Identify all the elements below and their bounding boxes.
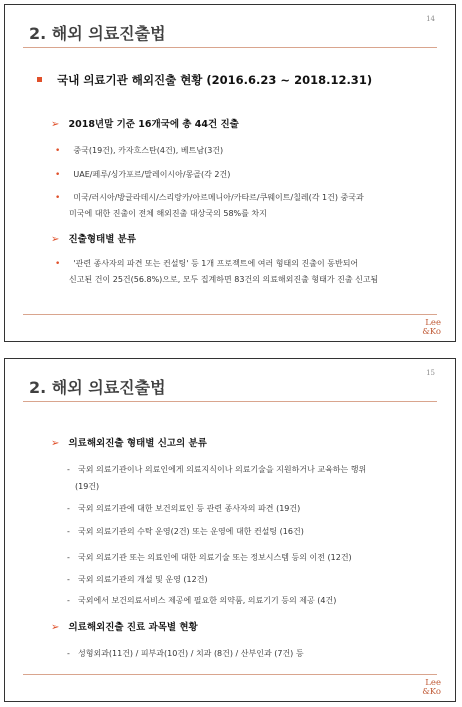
- slide-title: 2. 해외 의료진출법: [29, 378, 166, 397]
- list-item-continuation: [69, 201, 267, 220]
- list-item-text: UAE/페루/싱가포르/말레이시아/몽골(각 2건): [73, 170, 231, 179]
- dot-bullet-icon: •: [55, 170, 61, 180]
- list-item-text: 국외 의료기관의 개설 및 운영 (12건): [77, 575, 208, 584]
- page-number: 15: [426, 369, 435, 377]
- section-heading: 의료해외진출 진료 과목별 현황: [68, 622, 198, 633]
- list-item-text: 미국/러시아/방글라데시/스리랑카/아르메니아/카타르/쿠웨이트/칠레(각 1건) 중국과: [73, 193, 364, 202]
- list-item-text: 미국에 대한 진출이 전체 해외진출 대상국의 58%를 차지: [69, 209, 267, 218]
- dash-bullet-icon: -: [67, 596, 70, 605]
- list-item: [67, 457, 366, 476]
- list-item-text: 국외에서 보건의료서비스 제공에 필요한 의약품, 의료기기 등의 제공 (4건): [77, 596, 337, 605]
- dash-bullet-icon: -: [67, 575, 70, 584]
- section-heading-row: [51, 112, 239, 131]
- dash-bullet-icon: -: [67, 649, 70, 658]
- list-item: [67, 641, 304, 660]
- dash-bullet-icon: -: [67, 465, 70, 474]
- title-divider: [23, 47, 437, 48]
- title-divider: [23, 401, 437, 402]
- main-heading: 국내 의료기관 해외진출 현황 (2016.6.23 ~ 2018.12.31): [57, 73, 373, 87]
- page-number: 14: [426, 15, 435, 23]
- list-item-text: 국외 의료기관에 대한 보건의료인 등 관련 종사자의 파견 (19건): [77, 504, 301, 513]
- list-item: [67, 588, 336, 607]
- square-bullet-icon: [37, 77, 42, 82]
- list-item: [67, 519, 304, 538]
- footer-divider: [23, 674, 437, 675]
- section-heading-row: [51, 227, 136, 246]
- list-item-text: (19건): [75, 482, 100, 491]
- arrow-bullet-icon: ➢: [51, 438, 60, 449]
- list-item-text: 국외 의료기관 또는 의료인에 대한 의료기술 또는 정보시스템 등의 이전 (12건): [77, 553, 352, 562]
- slide-15: [4, 358, 456, 702]
- arrow-bullet-icon: ➢: [51, 622, 60, 633]
- list-item: [55, 162, 230, 181]
- list-item-continuation: [75, 474, 99, 493]
- dash-bullet-icon: -: [67, 527, 70, 536]
- dash-bullet-icon: -: [67, 504, 70, 513]
- main-heading-row: [37, 69, 372, 88]
- section-heading-row: [51, 431, 207, 450]
- arrow-bullet-icon: ➢: [51, 234, 60, 245]
- list-item: [55, 138, 223, 157]
- list-item-text: 신고된 건이 25건(56.8%)으로, 모두 집계하면 83건의 의료해외진출 형태가 진출 신고됨: [69, 275, 379, 284]
- list-item-continuation: [69, 267, 378, 286]
- dot-bullet-icon: •: [55, 146, 61, 156]
- list-item-text: 중국(19건), 카자흐스탄(4건), 베트남(3건): [73, 146, 224, 155]
- section-heading: 진출형태별 분류: [68, 234, 137, 245]
- list-item-text: 국외 의료기관의 수탁 운영(2건) 또는 운영에 대한 컨설팅 (16건): [77, 527, 304, 536]
- list-item: [67, 496, 300, 515]
- footer-divider: [23, 314, 437, 315]
- section-heading: 의료해외진출 형태별 신고의 분류: [68, 438, 207, 449]
- slide-title: 2. 해외 의료진출법: [29, 24, 166, 43]
- list-item-text: 성형외과(11건) / 피부과(10건) / 치과 (8건) / 산부인과 (7건) 등: [77, 649, 304, 658]
- lee-ko-logo: Lee &Ko: [422, 318, 441, 337]
- slide-14: [4, 4, 456, 342]
- section-heading-row: [51, 615, 198, 634]
- dot-bullet-icon: •: [55, 259, 61, 269]
- list-item-text: 국외 의료기관이나 의료인에게 의료지식이나 의료기술을 지원하거나 교육하는 행위: [77, 465, 367, 474]
- list-item-text: '관련 종사자의 파견 또는 컨설팅' 등 1개 프로젝트에 여러 형태의 진출이 동반되어: [73, 259, 359, 268]
- dash-bullet-icon: -: [67, 553, 70, 562]
- lee-ko-logo: Lee &Ko: [422, 678, 441, 697]
- list-item: [67, 567, 208, 586]
- section-heading: 2018년말 기준 16개국에 총 44건 진출: [68, 119, 239, 130]
- dot-bullet-icon: •: [55, 193, 61, 203]
- arrow-bullet-icon: ➢: [51, 119, 60, 130]
- list-item: [67, 545, 352, 564]
